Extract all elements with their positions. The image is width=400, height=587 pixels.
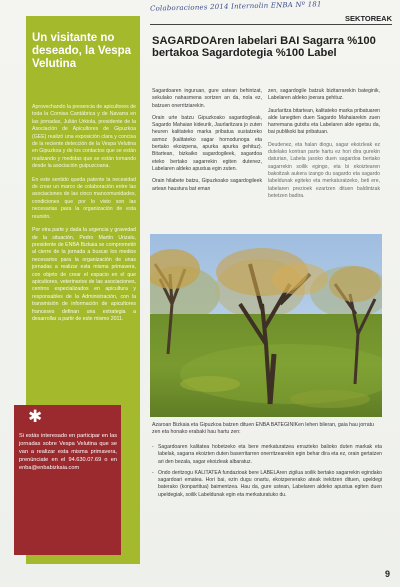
article-column-right <box>268 88 380 205</box>
sidebar-paragraph: En este sentido queda patente la necesidad de crear un marco de colaboración entre las asociaciones de las cinco mancomunidades, condiciones que por lo visto son las necesarias para la organización de esta reunión. <box>32 176 136 220</box>
list-item: - Ondo deritzogu KALITATEA fundazioak bere LABELAren zigilua soilik bertako sagarrekin egindako sagardoari ematea. Hori bai, ezin dugu onartu, ekoizpenerako ateak irekitzen dituen, upeldegi baterako (konpartitua) baimentzea. Hau da, gure ustean, Labelaren aldeko apustua egiten duen upeldegiak, soilik Labeldunak egin eta merkaturatuko du. <box>152 470 382 499</box>
sidebar-paragraph: Aprovechando la presencia de apicultores de toda la Cornisa Cantábrica y de Navarra en las jornadas, Julián Urkiola, presidente de la Asociación de Apicultores de Gipuzkoa (GEE) realizó una exposición clara y concisa de la reciente detección de la Vespa Velutina en Gipuzkoa y de los contactos que se están realizando y medidas que se están tomando desde la asociación guipuzcoana. <box>32 104 136 170</box>
asterisk-icon: ✱ <box>28 407 43 426</box>
article-paragraph: Deudenez, eta halan diogu, sagar ekoizleak ez dutelako kontran parte hartu ez hori dira gurekin daturian, Labela jasoko duen sagardoa bertako sagarrekin soilik egingo, eta bi ekoiztearen bakoitzak aukera izango du sagardo eta sagardo labeldunak egiteko eta merkaturatzeko, beti ere, labelaren prezioek ezartzen dituen baldintzak betetzen badira. <box>268 141 380 199</box>
decision-list <box>152 444 382 503</box>
sidebar-paragraph: Por otra parte y dada la urgencia y gravedad de la situación, Pedro Martín Urizalu, presidente de ENBA Bizkaia se comprometió al cierre de la jornada a buscar los medios necesarios para la organización de unas jornadas a realizar esta misma primavera, con objeto de crear el espacio en el que apicultores, veterinarios de las asociaciones, centros especializados en apicultura y responsables de la Administración, con la transmisión de información de apicultores franceses definan una estrategia a desarrollar a partir de este mismo 2011. <box>32 227 136 322</box>
list-item: - Sagardoaren kalitatea hobetzeko eta bere merkaturatzea errazteko balioko duten markak eta labelak, sagarra ekoizten duten baserritarren onerritzearekin egin behar dira eta ez, orain gertatzen ari den bezala, sagar ekoizleak albaratuz. <box>152 444 382 466</box>
orchard-photo <box>150 234 382 417</box>
photo-caption: Azaroan Bizkaia eta Gipuzkoa batzen dituen ENBA BATEGINIKen lehen bileran, gaia hau jorratu zen eta honako erabaki hau hartu zen: <box>152 422 374 436</box>
article-paragraph: Orain hilabete batzu, Gipuzkoako sagardogileek artean haustura bat eman <box>152 178 262 192</box>
page-number: 9 <box>384 569 390 579</box>
section-divider <box>150 24 392 25</box>
handwritten-note: Colaboraciones 2014 Internolin ENBA Nº 181 <box>149 0 322 13</box>
sidebar-title: Un visitante no deseado, la Vespa Velutina <box>32 32 132 70</box>
article-paragraph: Jaurlaritza bitartean, kalitateko marka pribatuaren alde lanegiten duen Sagardo Mahaiarekin zuen harremana gutxitu eta Labelaren alde egetsu da, bai publikoki bai pribatuan. <box>268 107 380 136</box>
article-paragraph: zen, sagardogile batzuk bizitarrarekin bateginik, Labelaren aldeko joerara gehituz. <box>268 88 380 102</box>
promo-box <box>14 405 121 555</box>
promo-text: Si estás interesado en participar en las jornadas sobre Vespa Velutina que se van a realizar esta misma primavera, prenúnciate en el 94.630.07.69 o en enba@enbabizkaia.com <box>19 433 117 471</box>
sidebar-body <box>32 104 136 329</box>
article-paragraph: Sagardoaren inguruan, gure ustean behintzat, sekulako nahasmena sortzen an da, nola ez, batzuen onerritziarekin. <box>152 88 262 109</box>
article-headline: SAGARDOAren labelari BAI Sagarra %100 bertakoa Sagardotegia %100 Label <box>152 35 376 59</box>
article-column-left <box>152 88 262 198</box>
section-label: SEKTOREAK <box>345 14 392 23</box>
article-paragraph: Orain urte batzu Gipuzkoako sagardogileak, Sagardo Mahaian kideurik, Jaurlaritzara jo zuten heuren kalitateko marka pribatua sustatzeko asmoz (kalitateko sagar hornodunoga eta bertako ekoizpena, apurka apurka gehituz). Bitartean, bizkaiko sagardogileek, sagardoa eteko bertako sagarrekin egiten dutenez, Labelaren aldeko apustua egin zuten. <box>152 114 262 172</box>
